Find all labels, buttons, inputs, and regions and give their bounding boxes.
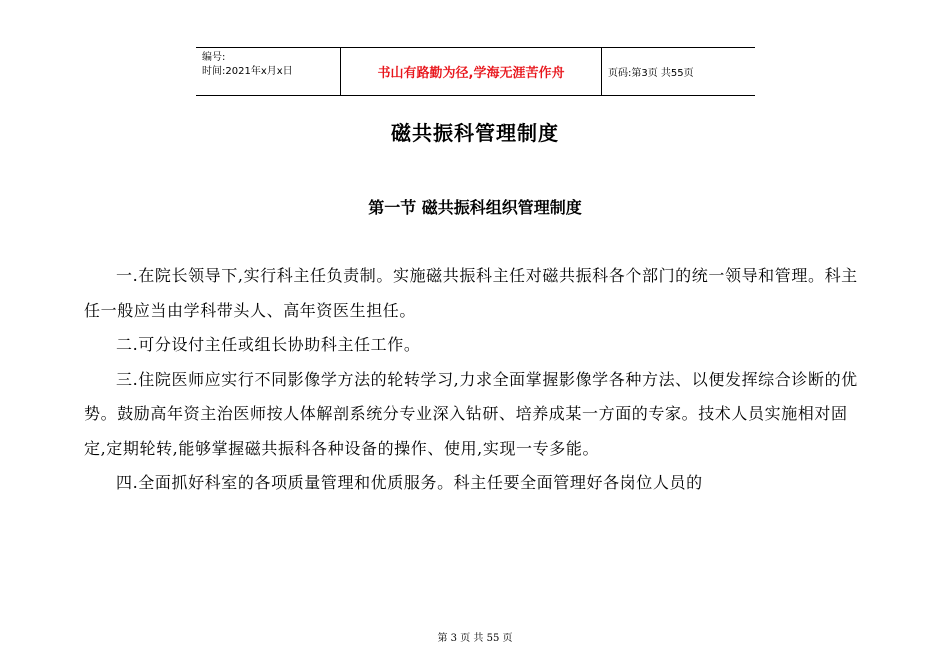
- section-title: 第一节 磁共振科组织管理制度: [368, 198, 582, 217]
- document-header: [196, 47, 755, 96]
- paragraph-3: 三.住院医师应实行不同影像学方法的轮转学习,力求全面掌握影像学各种方法、以便发挥综合诊断的优势。鼓励高年资主治医师按人体解剖系统分专业深入钻研、培养成某一方面的专家。技术人员实施相对固定,定期轮转,能够掌握磁共振科各种设备的操作、使用,实现一专多能。: [84, 369, 858, 458]
- document-body: [84, 259, 868, 501]
- header-meta-cell: [196, 48, 341, 95]
- paragraph-4: 四.全面抓好科室的各项质量管理和优质服务。科主任要全面管理好各岗位人员的: [116, 473, 703, 492]
- header-motto: 书山有路勤为径,学海无涯苦作舟: [341, 48, 602, 95]
- page-footer: 第 3 页 共 55 页: [437, 633, 513, 644]
- paragraph-1: 一.在院长领导下,实行科主任负责制。实施磁共振科主任对磁共振科各个部门的统一领导和管理。科主任一般应当由学科带头人、高年资医生担任。: [84, 266, 858, 320]
- header-page-code: 页码:第3页 共55页: [608, 68, 694, 79]
- paragraph-2: 二.可分设付主任或组长协助科主任工作。: [116, 335, 421, 354]
- document-title: 磁共振科管理制度: [391, 121, 559, 145]
- header-time-label: 时间:2021年x月x日: [202, 66, 293, 77]
- header-number-label: 编号:: [202, 52, 226, 63]
